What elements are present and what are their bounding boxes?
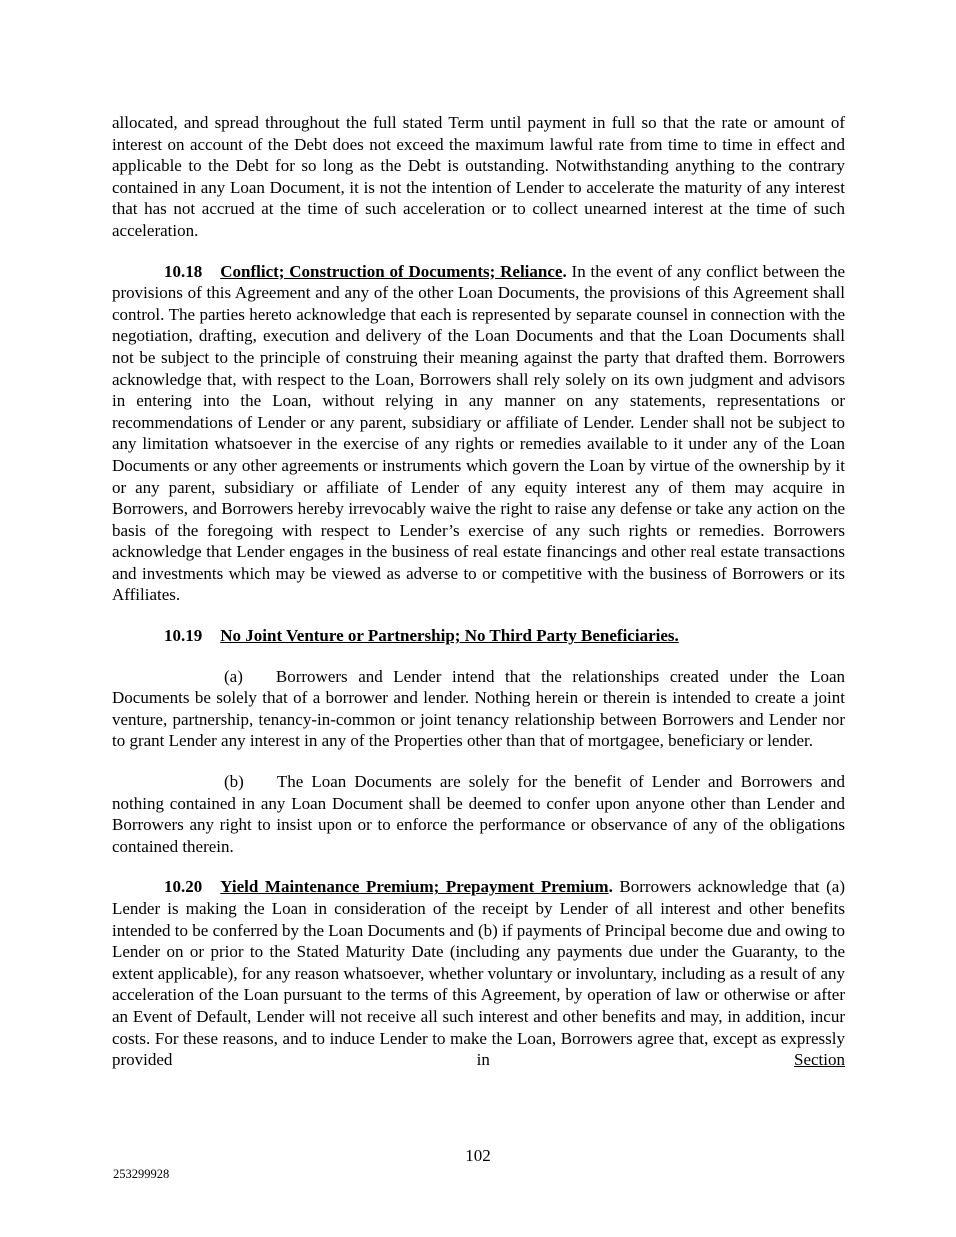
section-10-19-heading: No Joint Venture or Partnership; No Third Party Beneficiaries. bbox=[220, 626, 679, 646]
clause-b-body: The Loan Documents are solely for the benefit of Lender and Borrowers and nothing contained in any Loan Document shall be deemed to confer upon anyone other than Lender and Borrowers any right to insist upon or to enforce the performance or observance of any of the obligations contained therein. bbox=[112, 772, 845, 856]
paragraph-continuation: allocated, and spread throughout the full stated Term until payment in full so that the rate or amount of interest on account of the Debt does not exceed the maximum lawful rate from time to time in effect and applicable to the Debt for so long as the Debt is outstanding. Notwithstanding anything to the contrary contained in any Loan Document, it is not the intention of Lender to accelerate the maturity of any interest that has not accrued at the time of such acceleration or to collect unearned interest at the time of such acceleration. bbox=[112, 113, 845, 240]
clause-a-label: (a) bbox=[224, 666, 243, 686]
page-number: 102 bbox=[465, 1146, 491, 1165]
section-10-18-heading: Conflict; Construction of Documents; Reliance bbox=[220, 261, 563, 281]
section-10-20-body: Borrowers acknowledge that (a) Lender is making the Loan in consideration of the receipt by Lender of all interest and other benefits intended to be conferred by the Loan Documents and (b) if payments of Principal become due and owing to Lender on or prior to the Stated Maturity Date (including any payments due under the Guaranty, to the extent applicable), for any reason whatsoever, whether voluntary or involuntary, including as a result of any acceleration of the Loan pursuant to the terms of this Agreement, by operation of law or otherwise or after an Event of Default, Lender will not receive all such interest and other benefits and may, in addition, incur costs. For these reasons, and to induce Lender to make the Loan, Borrowers agree that, except as expressly provided in bbox=[112, 877, 845, 1070]
section-cross-reference: Section bbox=[794, 1050, 845, 1070]
section-10-18-heading-period: . bbox=[562, 261, 567, 281]
section-10-20-number: 10.20 bbox=[164, 877, 203, 897]
section-10-18-number: 10.18 bbox=[164, 261, 203, 281]
clause-b-label: (b) bbox=[224, 772, 244, 792]
clause-a bbox=[112, 666, 845, 752]
clause-b bbox=[112, 771, 845, 857]
document-id-number: 253299928 bbox=[113, 1167, 170, 1181]
document-page bbox=[112, 112, 845, 1090]
section-10-18 bbox=[112, 261, 845, 607]
section-10-19-number: 10.19 bbox=[164, 626, 203, 646]
clause-a-body: Borrowers and Lender intend that the relationships created under the Loan Documents be solely that of a borrower and lender. Nothing herein or therein is intended to create a joint venture, partnership, tenancy-in-common or joint tenancy relationship between Borrowers and Lender nor to grant Lender any interest in any of the Properties other than that of mortgagee, beneficiary or lender. bbox=[112, 666, 845, 751]
section-10-19 bbox=[112, 625, 845, 647]
section-10-20-heading: Yield Maintenance Premium; Prepayment Premium bbox=[220, 877, 609, 897]
section-10-20-heading-period: . bbox=[608, 877, 613, 897]
section-10-18-body: In the event of any conflict between the provisions of this Agreement and any of the other Loan Documents, the provisions of this Agreement shall control. The parties hereto acknowledge that each is represented by separate counsel in connection with the negotiation, drafting, execution and delivery of the Loan Documents and that the Loan Documents shall not be subject to the principle of construing their meaning against the party that drafted them. Borrowers acknowledge that, with respect to the Loan, Borrowers shall rely solely on its own judgment and advisors in entering into the Loan, without relying in any manner on any statements, representations or recommendations of Lender or any parent, subsidiary or affiliate of Lender. Lender shall not be subject to any limitation whatsoever in the exercise of any rights or remedies available to it under any of the Loan Documents or any other agreements or instruments which govern the Loan by virtue of the ownership by it or any parent, subsidiary or affiliate of Lender of any equity interest any of them may acquire in Borrowers, and Borrowers hereby irrevocably waive the right to raise any defense or take any action on the basis of the foregoing with respect to Lender’s exercise of any such rights or remedies. Borrowers acknowledge that Lender engages in the business of real estate financings and other real estate transactions and investments which may be viewed as adverse to or competitive with the business of Borrowers or its Affiliates. bbox=[112, 261, 846, 605]
section-10-20 bbox=[112, 876, 845, 1070]
